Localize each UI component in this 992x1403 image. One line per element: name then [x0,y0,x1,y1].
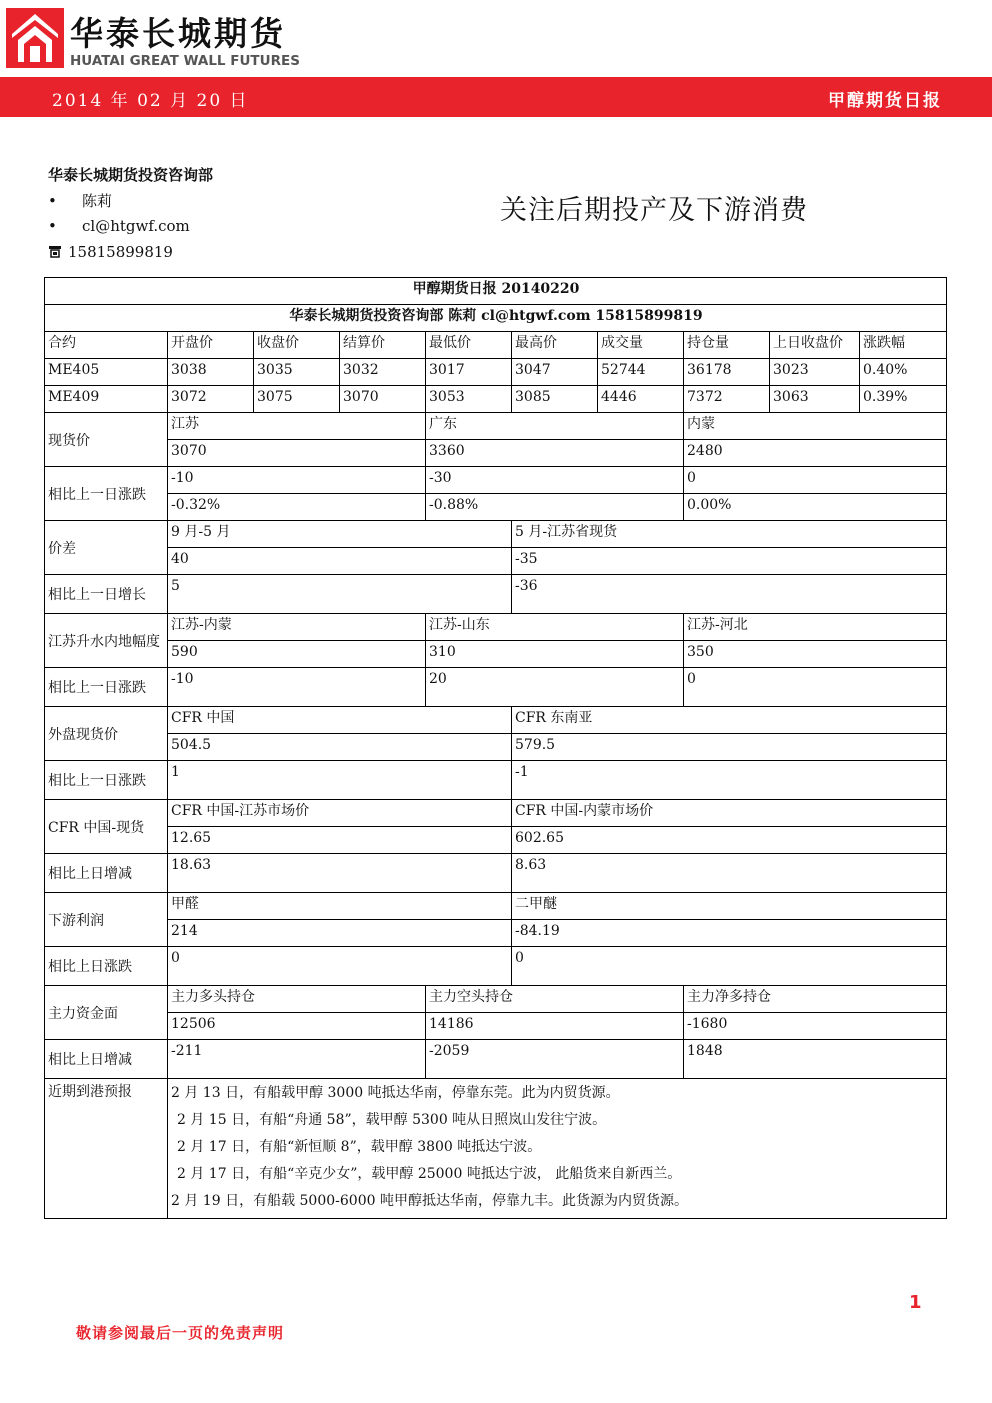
table-cell: 0.39% [860,386,947,413]
author-email-row [48,217,190,235]
table-cell: -10 [168,668,426,707]
table-cell: 主力空头持仓 [426,986,684,1013]
table-cell: -36 [512,575,947,614]
table-cell: 3047 [512,359,598,386]
table-cell: -0.88% [426,494,684,521]
bullet-icon: • [48,192,57,210]
region-guangdong: 广东 [426,413,684,440]
table-cell: -10 [168,467,426,494]
table-row [45,359,947,386]
list-item: 2 月 19 日，有船载 5000-6000 吨甲醇抵达华南，停靠九丰。此货源为内贸货源。 [171,1193,688,1209]
report-type: 甲醇期货日报 [828,91,942,111]
table-cell: 主力净多持仓 [684,986,947,1013]
table-subtitle: 华泰长城期货投资咨询部 陈莉 cl@htgwf.com 15815899819 [45,305,947,332]
col-header: 成交量 [598,332,684,359]
table-cell: 0 [512,947,947,986]
table-cell: 3038 [168,359,254,386]
table-cell: 40 [168,548,512,575]
col-header: 最低价 [426,332,512,359]
table-cell: 江苏-山东 [426,614,684,641]
table-cell: 3017 [426,359,512,386]
brand-name-cn: 华泰长城期货 [70,14,286,53]
phone-icon [48,246,62,258]
table-cell: 14186 [426,1013,684,1040]
table-cell: 52744 [598,359,684,386]
section-label-downstream: 下游利润 [45,893,168,947]
col-header: 持仓量 [684,332,770,359]
table-cell: 9 月-5 月 [168,521,512,548]
table-cell: -1680 [684,1013,947,1040]
table-cell: -30 [426,467,684,494]
table-cell: 3063 [770,386,860,413]
table-cell: -0.32% [168,494,426,521]
table-cell: 214 [168,920,512,947]
col-header: 结算价 [340,332,426,359]
section-label-cfr-spot: CFR 中国-现货 [45,800,168,854]
table-cell: 5 [168,575,512,614]
table-cell: 8.63 [512,854,947,893]
table-cell: 3072 [168,386,254,413]
table-cell: 0.00% [684,494,947,521]
table-cell: 江苏-河北 [684,614,947,641]
table-cell: 18.63 [168,854,512,893]
section-label-spread: 价差 [45,521,168,575]
table-cell: 3085 [512,386,598,413]
list-item: 2 月 17 日，有船“辛克少女”，载甲醇 25000 吨抵达宁波， 此船货来自新西兰。 [177,1166,682,1182]
table-cell: 2480 [684,440,947,467]
table-cell: 江苏-内蒙 [168,614,426,641]
table-cell: 5 月-江苏省现货 [512,521,947,548]
section-label-spread-change: 相比上一日增长 [45,575,168,614]
bullet-icon: • [48,217,57,235]
section-label-external-change: 相比上一日涨跌 [45,761,168,800]
table-cell: 12.65 [168,827,512,854]
futures-header-row [45,332,947,359]
section-label-premium: 江苏升水内地幅度 [45,614,168,668]
table-cell: 3075 [254,386,340,413]
brand-name-en: HUATAI GREAT WALL FUTURES [70,53,300,69]
author-department: 华泰长城期货投资咨询部 [48,166,214,184]
table-cell: 12506 [168,1013,426,1040]
table-cell: 0 [168,947,512,986]
table-cell: 3053 [426,386,512,413]
table-cell: 二甲醚 [512,893,947,920]
table-cell: 3035 [254,359,340,386]
report-headline: 关注后期投产及下游消费 [500,195,808,226]
table-cell: 20 [426,668,684,707]
author-phone: 15815899819 [68,243,173,261]
author-phone-row [48,243,173,261]
table-cell: 1 [168,761,512,800]
section-label-positions-change: 相比上日增减 [45,1040,168,1079]
author-email[interactable]: cl@htgwf.com [82,217,190,235]
table-cell: 3023 [770,359,860,386]
table-cell: 350 [684,641,947,668]
table-row [45,386,947,413]
table-cell: 1848 [684,1040,947,1079]
arrivals-list [168,1079,947,1219]
list-item: 2 月 17 日，有船“新恒顺 8”，载甲醇 3800 吨抵达宁波。 [177,1139,542,1155]
page-number: 1 [909,1292,922,1313]
methanol-daily-table [44,277,947,1219]
table-cell: 310 [426,641,684,668]
table-cell: 甲醛 [168,893,512,920]
table-cell: 4446 [598,386,684,413]
table-cell: CFR 东南亚 [512,707,947,734]
author-name: 陈莉 [82,192,113,210]
section-label-positions: 主力资金面 [45,986,168,1040]
table-cell: 主力多头持仓 [168,986,426,1013]
col-header: 开盘价 [168,332,254,359]
col-header: 涨跌幅 [860,332,947,359]
table-cell: 0 [684,668,947,707]
table-cell: -84.19 [512,920,947,947]
table-cell: -2059 [426,1040,684,1079]
author-name-row [48,190,112,211]
table-cell: 7372 [684,386,770,413]
col-header: 上日收盘价 [770,332,860,359]
table-cell: 602.65 [512,827,947,854]
table-cell: -35 [512,548,947,575]
table-cell: 504.5 [168,734,512,761]
table-cell: -211 [168,1040,426,1079]
section-label-spot-change: 相比上一日涨跌 [45,467,168,521]
table-cell: ME405 [45,359,168,386]
section-label-downstream-change: 相比上日涨跌 [45,947,168,986]
section-label-external: 外盘现货价 [45,707,168,761]
table-cell: -1 [512,761,947,800]
table-cell: 590 [168,641,426,668]
region-jiangsu: 江苏 [168,413,426,440]
section-label-arrivals: 近期到港预报 [45,1079,168,1219]
section-label-premium-change: 相比上一日涨跌 [45,668,168,707]
col-header: 最高价 [512,332,598,359]
table-cell: CFR 中国-内蒙市场价 [512,800,947,827]
table-cell: 36178 [684,359,770,386]
table-cell: 579.5 [512,734,947,761]
table-cell: 3360 [426,440,684,467]
table-cell: 3032 [340,359,426,386]
col-header: 收盘价 [254,332,340,359]
disclaimer-link[interactable]: 敬请参阅最后一页的免责声明 [76,1324,285,1342]
list-item: 2 月 15 日，有船“舟通 58”，载甲醇 5300 吨从日照岚山发往宁波。 [177,1112,607,1128]
table-cell: 3070 [168,440,426,467]
table-cell: 0.40% [860,359,947,386]
table-cell: CFR 中国-江苏市场价 [168,800,512,827]
section-label-cfr-spot-change: 相比上日增减 [45,854,168,893]
section-label-spot: 现货价 [45,413,168,467]
table-title: 甲醇期货日报 20140220 [45,278,947,305]
table-cell: ME409 [45,386,168,413]
table-cell: CFR 中国 [168,707,512,734]
table-cell: 0 [684,467,947,494]
col-header: 合约 [45,332,168,359]
table-cell: 3070 [340,386,426,413]
company-logo [6,8,64,68]
report-date: 2014 年 02 月 20 日 [52,91,249,111]
region-neimeng: 内蒙 [684,413,947,440]
list-item: 2 月 13 日，有船载甲醇 3000 吨抵达华南，停靠东莞。此为内贸货源。 [171,1085,620,1101]
